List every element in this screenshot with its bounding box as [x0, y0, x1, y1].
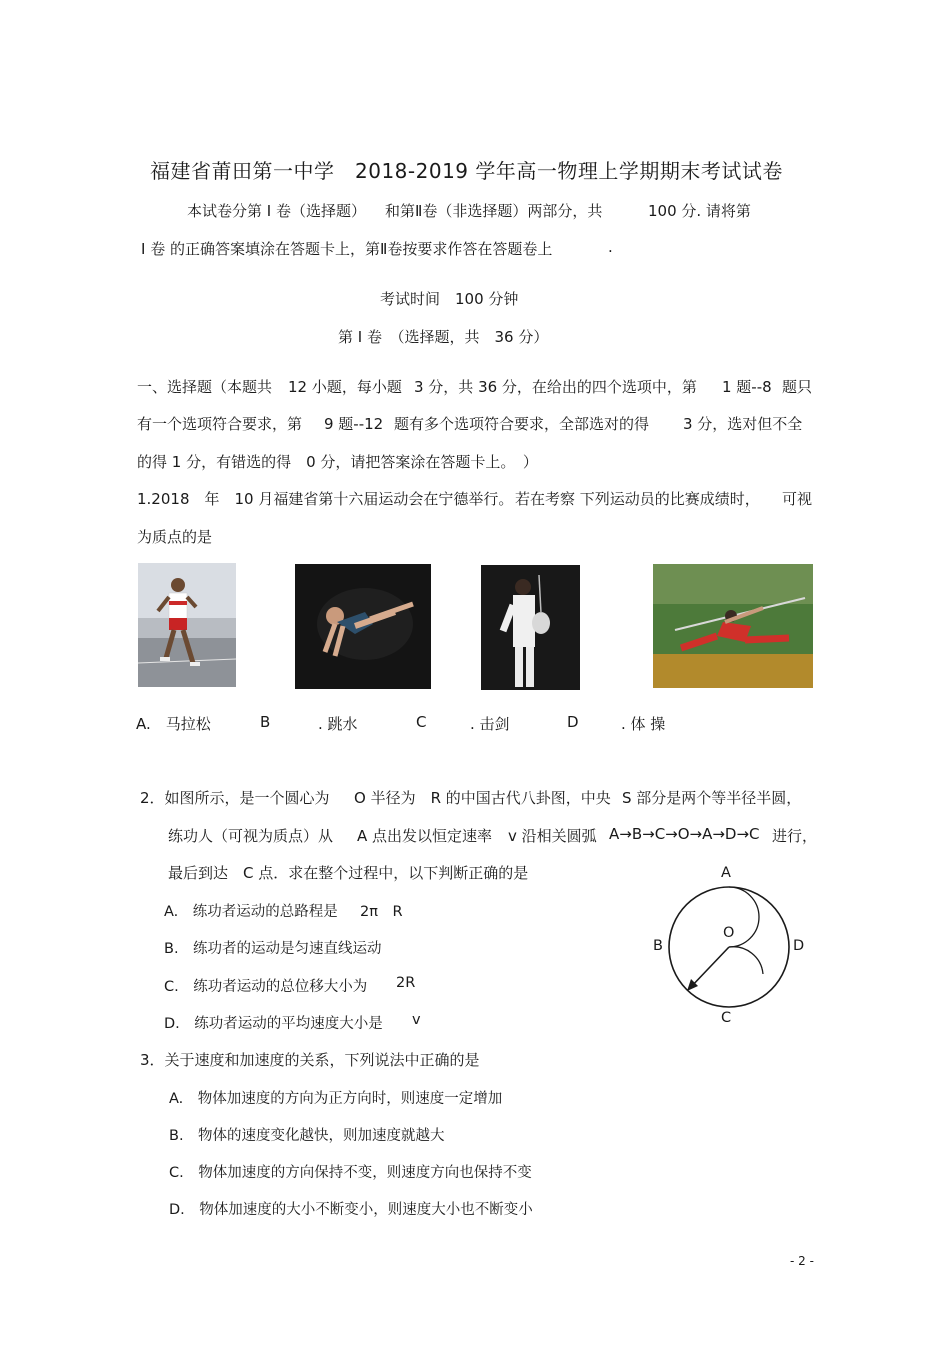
- q2-option-a-value: 2π R: [360, 904, 403, 920]
- page-title: 福建省莆田第一中学 2018-2019 学年高一物理上学期期末考试试卷: [150, 159, 783, 183]
- q2-line2-d: A→B→C→O→A→D→C: [609, 825, 760, 843]
- q3-option-d: D. 物体加速度的大小不断变小，则速度大小也不断变小: [169, 1202, 533, 1218]
- q2-line1-c: S 部分是两个等半径半圆，: [622, 789, 802, 807]
- label-a: A: [721, 865, 731, 881]
- q1-option-b-letter: B: [260, 713, 271, 731]
- section-heading: 第 I 卷 （选择题，共 36 分）: [338, 328, 549, 346]
- bagua-diagram: [645, 862, 815, 1032]
- radius-arrow-line: [689, 947, 729, 989]
- instructions-line2-a: 有一个选项符合要求，第: [137, 415, 303, 433]
- q3-option-c: C. 物体加速度的方向保持不变，则速度方向也保持不变: [169, 1165, 532, 1181]
- instructions-line1-b: 12 小题，每小题: [288, 378, 402, 396]
- instructions-line2-d: 3 分，选对但不全: [683, 415, 803, 433]
- q2-option-b: B. 练功者的运动是匀速直线运动: [164, 941, 382, 957]
- q1-option-d-letter: D: [567, 713, 579, 731]
- q2-option-c-value: 2R: [396, 975, 416, 991]
- q2-line1-a: 2．如图所示，是一个圆心为: [140, 789, 330, 807]
- q1-stem-a: 1.2018 年 10 月福建省第十六届运动会在宁德举行。: [137, 490, 514, 508]
- q1-option-a: A. 马拉松: [136, 715, 211, 733]
- q1-option-b: . 跳水: [318, 715, 358, 733]
- q2-line2-e: 进行，: [772, 827, 818, 845]
- intro-line2-dot: .: [608, 238, 613, 256]
- instructions-line1-e: 题只: [782, 378, 813, 396]
- q1-stem-b: 若在考察 下列运动员的比赛成绩时，: [515, 490, 760, 508]
- q1-stem-c: 可视: [782, 490, 813, 508]
- q3-option-b: B. 物体的速度变化越快，则加速度就越大: [169, 1128, 445, 1144]
- q1-option-c: . 击剑: [470, 715, 510, 733]
- q1-option-c-letter: C: [416, 713, 427, 731]
- q2-line3: 最后到达 C 点．求在整个过程中，以下判断正确的是: [168, 864, 529, 882]
- q2-option-a-label: A. 练功者运动的总路程是: [164, 904, 338, 920]
- q2-line2-c: v 沿相关圆弧: [508, 827, 597, 845]
- q2-line2-a: 练功人（可视为质点）从: [168, 827, 334, 845]
- q2-option-d-value: v: [412, 1012, 421, 1028]
- marathon-photo: [138, 563, 236, 687]
- intro-line1-c: 100 分. 请将第: [648, 202, 751, 220]
- gymnastics-photo: [653, 564, 813, 688]
- instructions-line2-b: 9 题--12: [324, 415, 384, 433]
- instructions-line1-c: 3 分，共 36 分，在给出的四个选项中，第: [414, 378, 697, 396]
- instructions-line1-d: 1 题--8: [722, 378, 772, 396]
- q1-stem-line2: 为质点的是: [137, 528, 213, 546]
- instructions-line1-a: 一、选择题（本题共: [137, 378, 273, 396]
- label-o: O: [723, 925, 735, 941]
- instructions-line3: 的得 1 分，有错选的得 0 分，请把答案涂在答题卡上。 ）: [137, 453, 538, 471]
- intro-line2: I 卷 的正确答案填涂在答题卡上，第Ⅱ卷按要求作答在答题卷上: [141, 240, 553, 258]
- label-d: D: [793, 938, 805, 954]
- q3-option-a: A. 物体加速度的方向为正方向时，则速度一定增加: [169, 1091, 503, 1107]
- q2-line1-b: O 半径为 R 的中国古代八卦图，中央: [354, 789, 611, 807]
- q2-option-d-label: D. 练功者运动的平均速度大小是: [164, 1016, 383, 1032]
- instructions-line2-c: 题有多个选项符合要求，全部选对的得: [394, 415, 650, 433]
- intro-line1-a: 本试卷分第 I 卷（选择题）: [187, 202, 366, 220]
- q2-option-c-label: C. 练功者运动的总位移大小为: [164, 979, 368, 995]
- page-number: - 2 -: [790, 1254, 814, 1268]
- fencing-photo: [481, 565, 580, 690]
- q3-stem: 3．关于速度和加速度的关系，下列说法中正确的是: [140, 1051, 480, 1069]
- diving-photo: [295, 564, 431, 689]
- lower-semicircle: [729, 947, 763, 974]
- q1-option-d: . 体 操: [621, 715, 666, 733]
- label-c: C: [721, 1010, 732, 1026]
- exam-time: 考试时间 100 分钟: [380, 290, 519, 308]
- label-b: B: [653, 938, 663, 954]
- intro-line1-b: 和第Ⅱ卷（非选择题）两部分，共: [385, 202, 603, 220]
- q2-line2-b: A 点出发以恒定速率: [357, 827, 493, 845]
